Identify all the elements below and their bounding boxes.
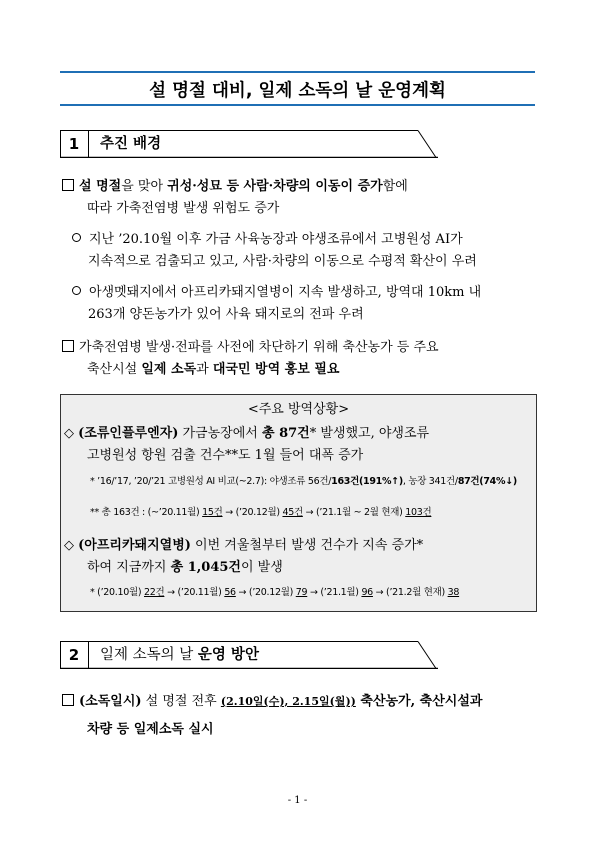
ai-status: ◇ (조류인플루엔자) 가금농장에서 총 87건* 발생했고, 야생조류 bbox=[64, 426, 430, 441]
circle-item: 지난 ’20.10월 이후 가금 사육농장과 야생조류에서 고병원성 AI가 bbox=[72, 230, 463, 250]
footnote: * (’20.10월) 22건 → (’20.11월) 56 → (’20.12월) 79 → (’21.1월) 96 → (’21.2월 현재) 38 bbox=[90, 587, 460, 598]
paragraph-line: 차량 등 일제소독 실시 bbox=[87, 722, 214, 737]
bullet-paragraph: (소독일시) 설 명절 전후 (2.10일(수), 2.15일(월)) 축산농가, 축산시설과 bbox=[62, 692, 482, 712]
section-title: 일제 소독의 날 운영 방안 bbox=[100, 647, 259, 663]
section-header-2 bbox=[60, 641, 438, 669]
section-title: 추진 배경 bbox=[100, 136, 162, 152]
square-bullet-icon bbox=[62, 694, 74, 706]
page-number: - 1 - bbox=[287, 795, 308, 806]
bullet-paragraph: 가축전염병 발생·전파를 사전에 차단하기 위해 축산농가 등 주요 bbox=[62, 338, 439, 358]
diamond-bullet-icon: ◇ bbox=[64, 538, 79, 553]
title-bottom-rule bbox=[60, 104, 535, 106]
asf-status: ◇ (아프리카돼지열병) 이번 겨울철부터 발생 건수가 지속 증가* bbox=[64, 538, 424, 553]
paragraph-line: 따라 가축전염병 발생 위험도 증가 bbox=[87, 201, 280, 216]
diamond-bullet-icon: ◇ bbox=[64, 426, 79, 441]
section-number: 2 bbox=[68, 646, 80, 664]
circle-bullet-icon bbox=[72, 233, 81, 242]
circle-item: 아생멧돼지에서 아프리카돼지열병이 지속 발생하고, 방역대 10km 내 bbox=[72, 283, 481, 303]
square-bullet-icon bbox=[62, 340, 74, 352]
footnote: * ’16/’17, ’20/’21 고병원성 AI 비교(~2.7): 야생조류 56건/163건(191%↑), 농장 341건/87건(74%↓) bbox=[90, 476, 517, 487]
circle-bullet-icon bbox=[72, 286, 81, 295]
paragraph-line: 지속적으로 검출되고 있고, 사람·차량의 이동으로 수평적 확산이 우려 bbox=[88, 254, 477, 269]
section-header-1 bbox=[60, 130, 438, 158]
box-heading: <주요 방역상황> bbox=[247, 402, 350, 417]
bullet-paragraph: 설 명절을 맞아 귀성·성묘 등 사람·차량의 이동이 증가함에 bbox=[62, 177, 408, 197]
page-title: 설 명절 대비, 일제 소독의 날 운영계획 bbox=[149, 81, 446, 101]
paragraph-line: 축산시설 일제 소독과 대국민 방역 홍보 필요 bbox=[87, 362, 340, 377]
footnote: ** 총 163건 : (~’20.11월) 15건 → (’20.12월) 45건 → (’21.1월 ~ 2월 현재) 103건 bbox=[90, 507, 432, 518]
paragraph-line: 263개 양돈농가가 있어 사육 돼지로의 전파 우려 bbox=[88, 307, 364, 322]
title-top-rule bbox=[60, 71, 535, 73]
section-number: 1 bbox=[68, 135, 80, 153]
paragraph-line: 하여 지금까지 총 1,045건이 발생 bbox=[87, 560, 283, 575]
paragraph-line: 고병원성 항원 검출 건수**도 1월 들어 대폭 증가 bbox=[87, 448, 364, 463]
square-bullet-icon bbox=[62, 179, 74, 191]
